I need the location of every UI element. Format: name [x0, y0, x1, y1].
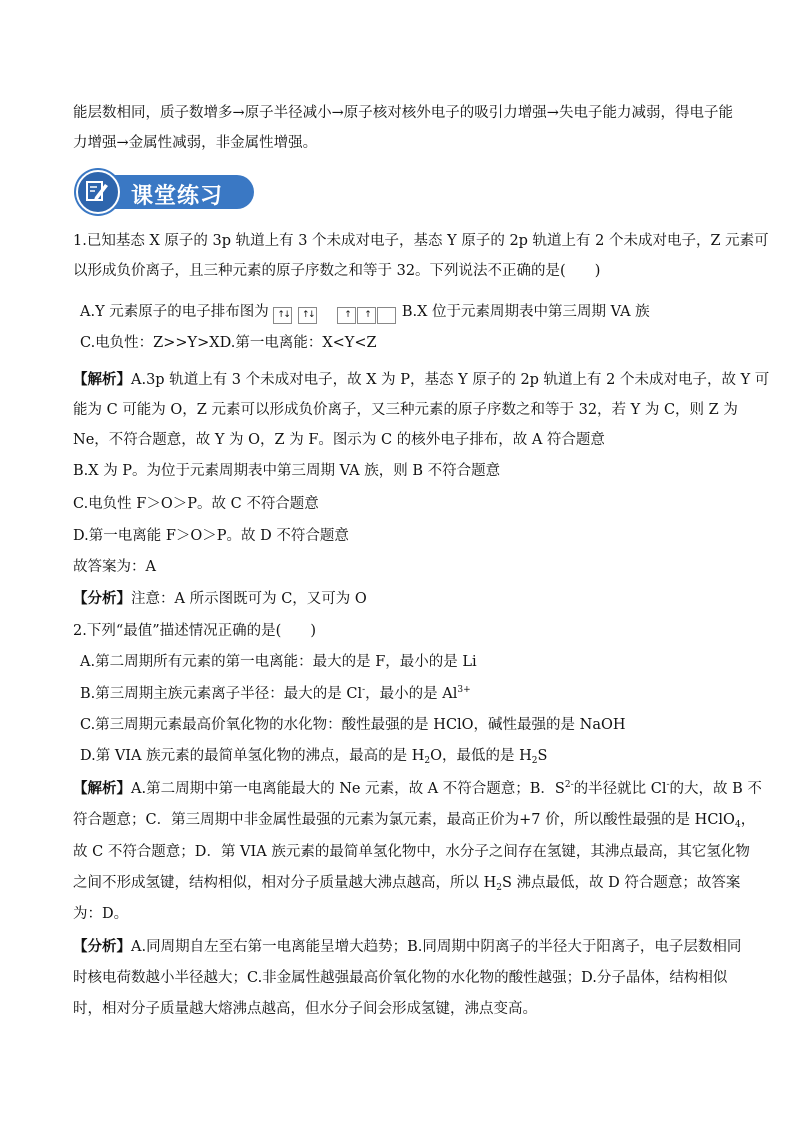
q1-comment: 【分析】注意：A 所示图既可为 C，又可为 O [73, 590, 367, 607]
comment-tag: 【分析】 [73, 590, 131, 607]
orbital-box-2p-3 [377, 307, 396, 324]
q1-analysis-line-1: 【解析】A.3p 轨道上有 3 个未成对电子，故 X 为 P，基态 Y 原子的 2p 轨道上有 2 个未成对电子，故 Y 可 [73, 371, 770, 388]
q2-option-b: B.第三周期主族元素离子半径：最大的是 Cl-，最小的是 $Al^{3+}$ [80, 685, 471, 702]
q1-option-a: A.Y 元素原子的电子排布图为 [80, 304, 269, 320]
pencil-note-icon [84, 178, 110, 204]
q2-comment-line-3: 时，相对分子质量越大熔沸点越高，但水分子间会形成氢键，沸点变高。 [73, 1001, 537, 1017]
orbital-diagram [273, 305, 397, 325]
q1-analysis-c: C.电负性 F＞O＞P。故 C 不符合题意 [73, 496, 319, 512]
banner-title: 课堂练习 [131, 184, 224, 209]
q2-option-d: D.第 VIA 族元素的最简单氢化物的沸点，最高的是 $H_2O$，最低的是 $H_2S$ [80, 748, 548, 766]
q1-options-ab [80, 302, 730, 325]
orbital-box-2s: ↑ ↓ [298, 307, 317, 324]
orbital-box-1s: ↑ ↓ [273, 307, 292, 324]
q1-option-b: B.X 位于元素周期表中第三周期 VA 族 [401, 304, 650, 320]
analysis-tag: 【解析】 [73, 371, 131, 388]
q2-analysis-line-2: 符合题意；C．第三周期中非金属性最强的元素为氯元素，最高正价为+7 价，所以酸性最强的是 HClO$_4$， [73, 812, 756, 830]
q2-analysis-line-4: 之间不形成氢键，结构相似，相对分子质量越大沸点越高，所以 $H_2S$ 沸点最低，故 D 符合题意；故答案 [73, 875, 741, 893]
q1-stem-line-2: 以形成负价离子，且三种元素的原子序数之和等于 32。下列说法不正确的是( ) [73, 263, 601, 279]
q1-analysis-d: D.第一电离能 F＞O＞P。故 D 不符合题意 [73, 528, 349, 544]
q2-comment-line-1: 【分析】A.同周期自左至右第一电离能呈增大趋势；B.同周期中阴离子的半径大于阳离子，电子层数相同 [73, 938, 742, 955]
section-banner [76, 170, 256, 212]
q2-comment-line-2: 时核电荷数越小半径越大；C.非金属性越强最高价氧化物的水化物的酸性越强；D.分子晶体，结构相似 [73, 970, 728, 986]
q1-answer: 故答案为：A [73, 559, 156, 575]
q1-analysis-line-2: 能为 C 可能为 O，Z 元素可以形成负价离子，又三种元素的原子序数之和等于 32，若 Y 为 C，则 Z 为 [73, 402, 738, 418]
intro-line-1: 能层数相同，质子数增多→原子半径减小→原子核对核外电子的吸引力增强→失电子能力减弱，得电子能 [73, 105, 733, 121]
q2-analysis-line-3: 故 C 不符合题意；D．第 VIA 族元素的最简单氢化物中，水分子之间存在氢键，其沸点最高，其它氢化物 [73, 844, 750, 860]
q1-option-cd: C.电负性：Z>>Y>XD.第一电离能：X<Y<Z [80, 335, 377, 351]
q1-analysis-b: B.X 为 P。为位于元素周期表中第三周期 VA 族，则 B 不符合题意 [73, 463, 501, 479]
q2-option-a: A.第二周期所有元素的第一电离能：最大的是 F，最小的是 Li [80, 654, 477, 670]
q1-stem-line-1: 1.已知基态 X 原子的 3p 轨道上有 3 个未成对电子，基态 Y 原子的 2p 轨道上有 2 个未成对电子，Z 元素可 [73, 233, 769, 249]
intro-line-2: 力增强→金属性减弱，非金属性增强。 [73, 135, 318, 151]
orbital-box-2p-2: ↑ [357, 307, 376, 324]
orbital-box-2p-1: ↑ [337, 307, 356, 324]
q2-analysis-line-5: 为：D。 [73, 906, 129, 922]
q2-analysis-line-1: 【解析】A.第二周期中第一电离能最大的 Ne 元素，故 A 不符合题意；B．$S^{2-}$的半径就比 Cl-的大，故 B 不 [73, 780, 762, 797]
q2-stem: 2.下列“最值”描述情况正确的是( ) [73, 623, 316, 639]
q1-analysis-line-3: Ne，不符合题意，故 Y 为 O，Z 为 F。图示为 C 的核外电子排布，故 A 符合题意 [73, 432, 605, 448]
q2-option-c: C.第三周期元素最高价氧化物的水化物：酸性最强的是 HClO，碱性最强的是 NaOH [80, 717, 626, 733]
